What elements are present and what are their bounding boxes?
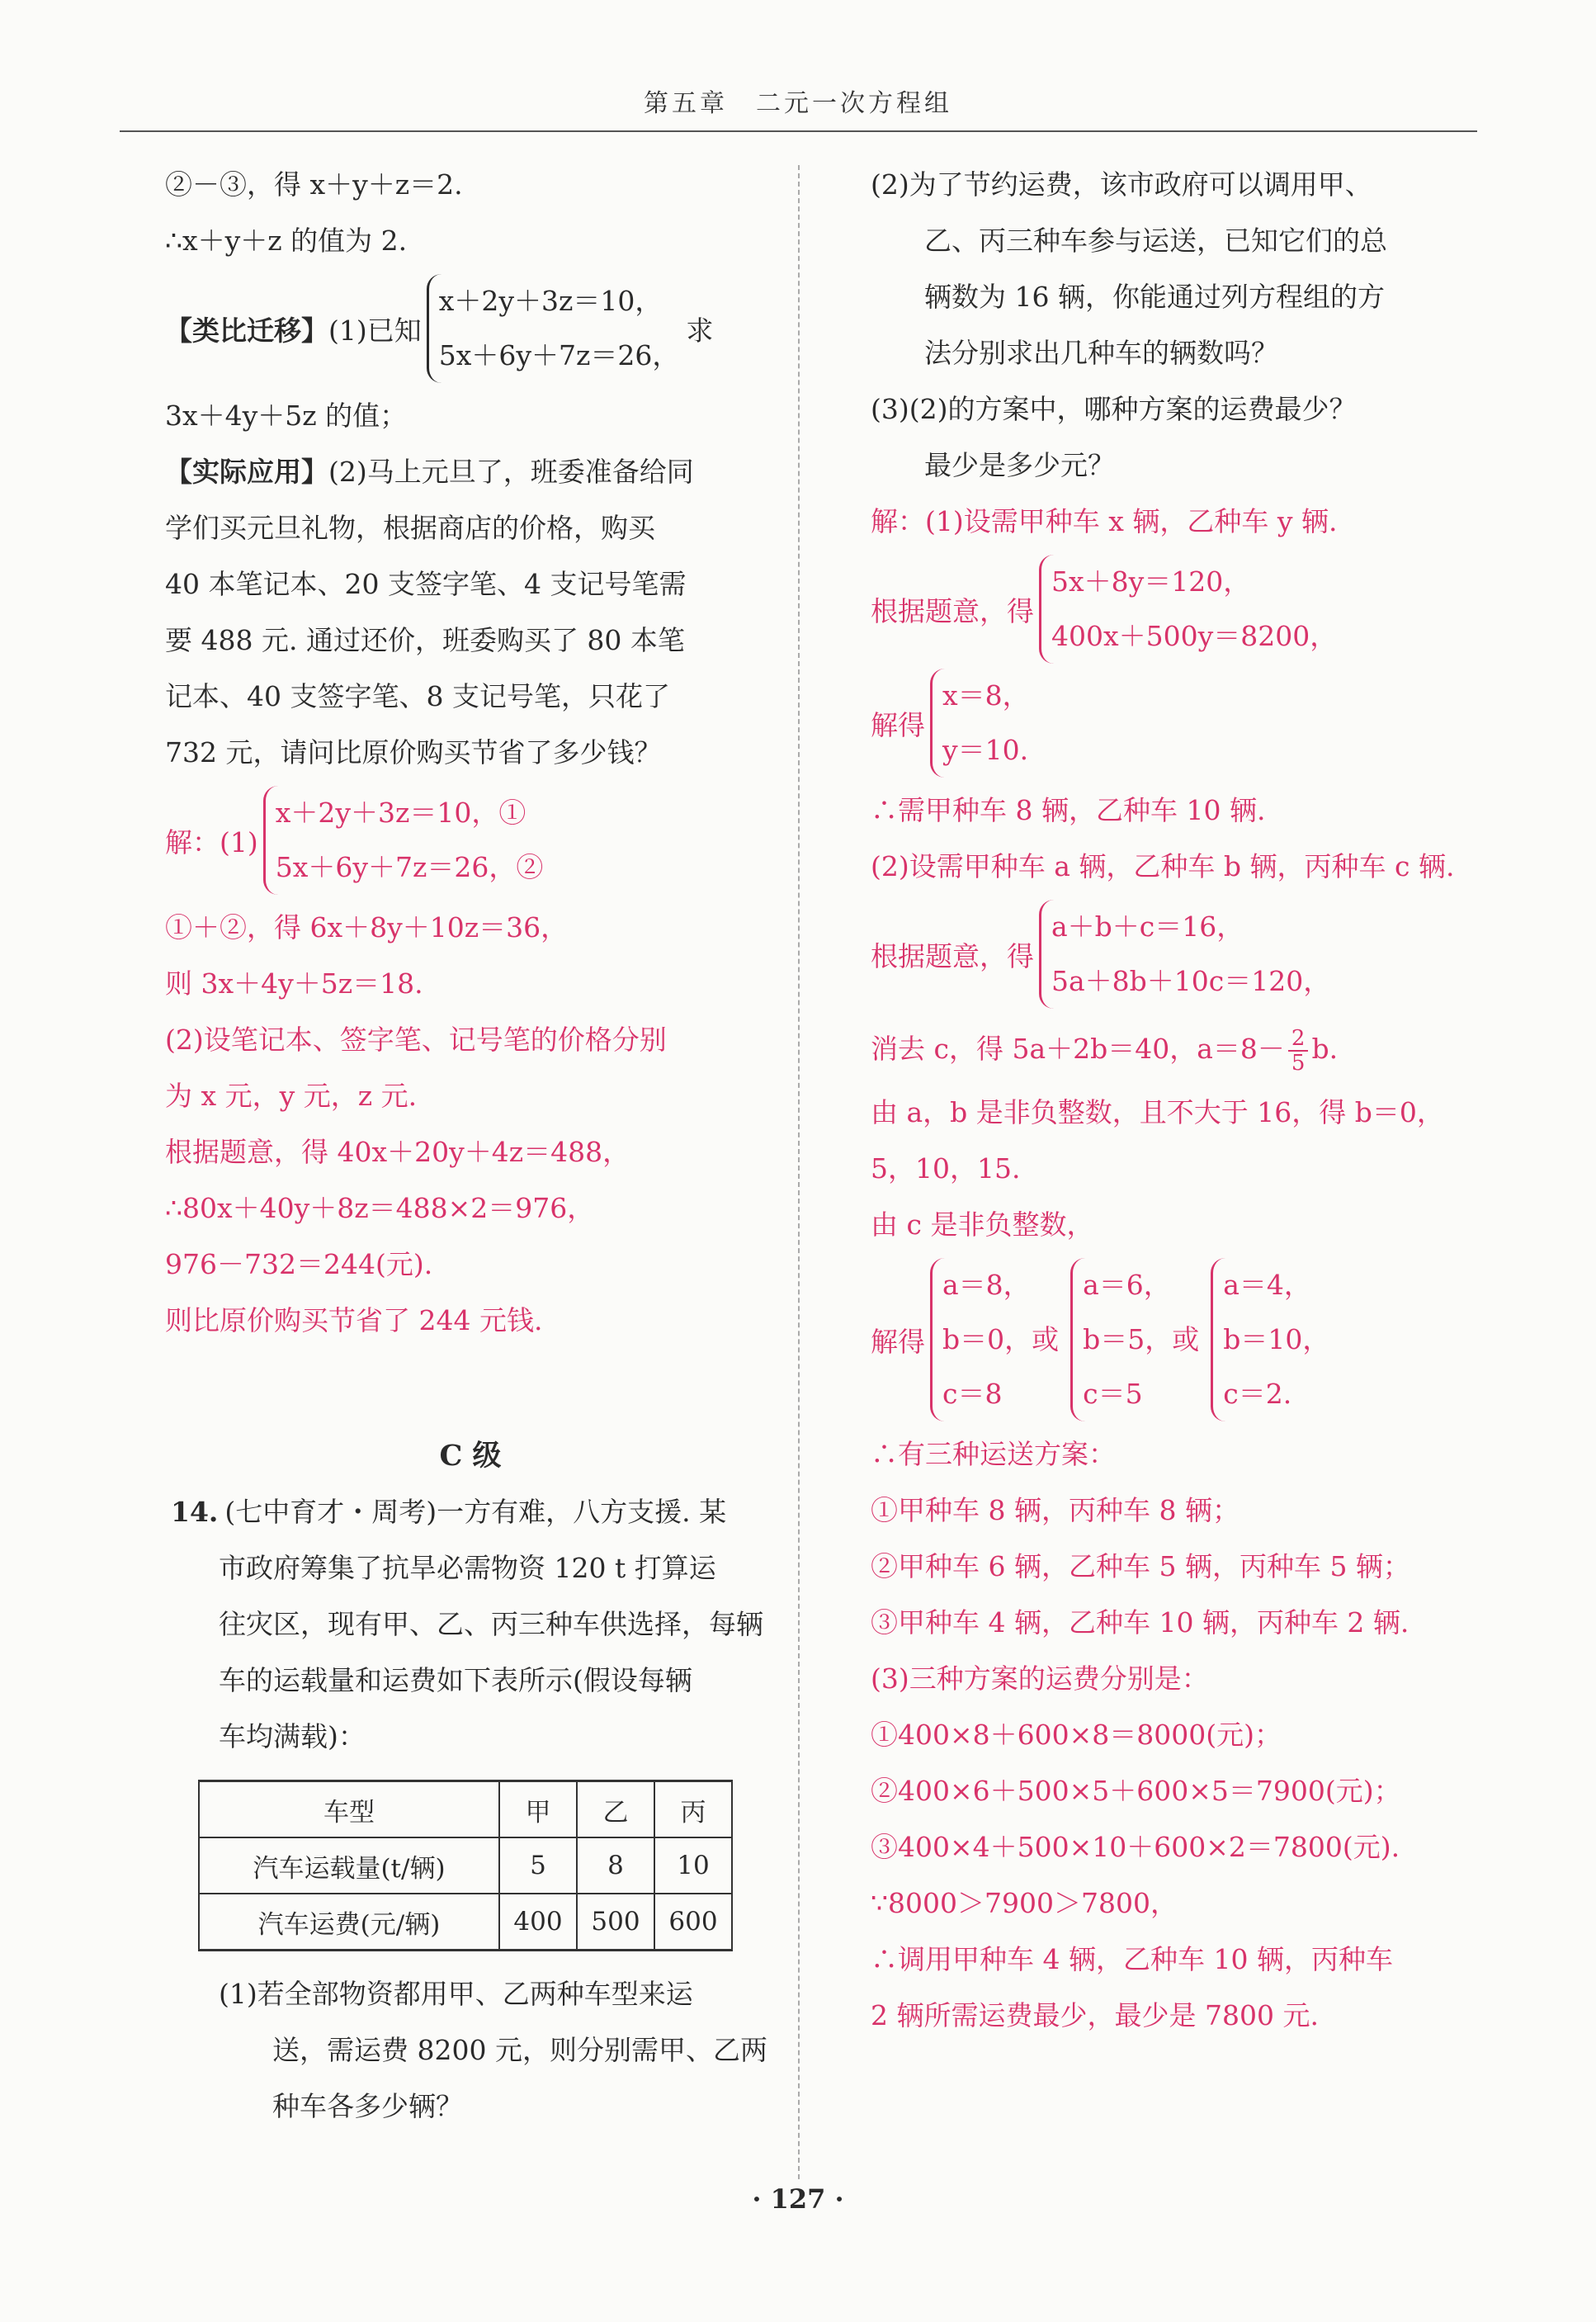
subquestion-line: 法分别求出几种车的辆数吗？: [924, 337, 1278, 369]
equation: 5x＋6y＋7z＝26，②: [275, 851, 544, 883]
equation: 5x＋8y＝120，: [1051, 565, 1251, 598]
table-cell: 600: [654, 1894, 732, 1951]
subquestion-line: (2)为了节约运费，该市政府可以调用甲、: [871, 168, 1372, 201]
system-prefix: 解得: [871, 708, 925, 741]
equation: a＋b＋c＝16，: [1051, 910, 1244, 943]
equation: y＝10.: [942, 734, 1029, 766]
solution-line: ∴需甲种车 8 辆，乙种车 10 辆.: [871, 794, 1266, 826]
question-line: [165, 1484, 776, 1540]
text-line: 3x＋4y＋5z 的值；: [165, 400, 408, 432]
analogy-suffix: 求: [686, 314, 714, 347]
table-cell: 丙: [654, 1781, 732, 1838]
solution-line: ①甲种车 8 辆，丙种车 8 辆；: [871, 1494, 1239, 1526]
level-heading: C 级: [439, 1439, 502, 1473]
solution-line: 解：(1)设需甲种车 x 辆，乙种车 y 辆.: [871, 505, 1338, 537]
solution-sets: [871, 1258, 1481, 1421]
equation: b＝0，或: [942, 1323, 1060, 1355]
equation-system: [1211, 1258, 1329, 1421]
subquestion-line: (1)若全部物资都用甲、乙两种车型来运: [219, 1978, 693, 2010]
solution-line: 5，10，15.: [871, 1152, 1021, 1185]
fraction-suffix: b.: [1311, 1033, 1339, 1065]
fraction-prefix: 消去 c，得 5a＋2b＝40，a＝8－: [871, 1033, 1285, 1065]
equation-system: [263, 786, 544, 895]
solution-line: ②甲种车 6 辆，乙种车 5 辆，丙种车 5 辆；: [871, 1550, 1410, 1582]
text-line: [165, 444, 776, 500]
solution-line: 根据题意，得 40x＋20y＋4z＝488，: [165, 1136, 630, 1168]
solution-line: ③400×4＋500×10＋600×2＝7800(元).: [871, 1831, 1400, 1863]
column-divider: [798, 165, 800, 2179]
table-cell: 甲: [499, 1781, 577, 1838]
solution-line: ∴80x＋40y＋8z＝488×2＝976，: [165, 1192, 595, 1224]
equation: 5x＋6y＋7z＝26，: [438, 339, 680, 371]
solution-system: [871, 900, 1481, 1009]
table-cell: 500: [577, 1894, 654, 1951]
solution-line: ②400×6＋500×5＋600×5＝7900(元)；: [871, 1775, 1401, 1807]
solution-line: 976－732＝244(元).: [165, 1248, 433, 1280]
solution-line: 则 3x＋4y＋5z＝18.: [165, 967, 423, 1000]
table-cell: 5: [499, 1837, 577, 1894]
table-cell: 车型: [199, 1781, 499, 1838]
solution-line: ∴调用甲种车 4 辆，乙种车 10 辆，丙种车: [871, 1943, 1393, 1975]
page-number: · 127 ·: [752, 2183, 844, 2215]
equation: b＝10，: [1223, 1323, 1330, 1355]
equation: 5a＋8b＋10c＝120，: [1051, 965, 1331, 997]
apply-tag: 【实际应用】: [165, 456, 328, 488]
question-line: 往灾区，现有甲、乙、丙三种车供选择，每辆: [219, 1608, 763, 1640]
equation: c＝2.: [1223, 1378, 1292, 1410]
solution-line: (2)设笔记本、签字笔、记号笔的价格分别: [165, 1024, 667, 1056]
equation: c＝5: [1083, 1378, 1143, 1410]
analogy-tag: 【类比迁移】: [165, 314, 328, 347]
table-cell: 乙: [577, 1781, 654, 1838]
text-line: ②－③，得 x＋y＋z＝2.: [165, 168, 463, 201]
question-text: (七中育才・周考)一方有难，八方支援. 某: [224, 1496, 727, 1528]
solution-line: 由 c 是非负整数，: [871, 1208, 1094, 1241]
subquestion-line: 最少是多少元？: [924, 449, 1115, 481]
solution-prefix: 解：(1): [165, 825, 258, 858]
table-cell: 汽车运费(元/辆): [199, 1894, 499, 1951]
subquestion-line: 种车各多少辆？: [272, 2090, 463, 2122]
table-cell: 汽车运载量(t/辆): [199, 1837, 499, 1894]
table-header-row: [199, 1781, 732, 1838]
header-rule: [120, 130, 1477, 132]
analogy-problem: [165, 274, 776, 383]
text-line: 732 元，请问比原价购买节省了多少钱？: [165, 736, 662, 768]
table-cell: 400: [499, 1894, 577, 1951]
equation-system: [930, 669, 1030, 778]
system-prefix: 根据题意，得: [871, 939, 1034, 972]
fraction: [1288, 1027, 1309, 1075]
solution-line: ∵8000＞7900＞7800，: [871, 1887, 1178, 1919]
equation-system: [1070, 1258, 1199, 1421]
solution-line: 则比原价购买节省了 244 元钱.: [165, 1304, 543, 1336]
solution-line: ①＋②，得 6x＋8y＋10z＝36，: [165, 911, 569, 943]
right-column: [871, 157, 1481, 2044]
text-line: 学们买元旦礼物，根据商店的价格，购买: [165, 512, 655, 544]
subquestion-line: 乙、丙三种车参与运送，已知它们的总: [924, 225, 1387, 257]
subquestion-line: 送，需运费 8200 元，则分别需甲、乙两: [272, 2034, 767, 2066]
apply-text: (2)马上元旦了，班委准备给同: [328, 456, 694, 488]
fraction-numerator: 2: [1288, 1027, 1309, 1052]
vehicle-table: [198, 1780, 733, 1951]
question-number: 14.: [171, 1496, 219, 1528]
system-prefix: 根据题意，得: [871, 594, 1034, 627]
table-cell: 8: [577, 1837, 654, 1894]
text-line: ∴x＋y＋z 的值为 2.: [165, 225, 408, 257]
solution-line: 2 辆所需运费最少，最少是 7800 元.: [871, 1999, 1319, 2031]
equation: x＝8，: [942, 679, 1030, 712]
solution-line: 由 a，b 是非负整数，且不大于 16，得 b＝0，: [871, 1096, 1444, 1128]
equation-system: [1039, 900, 1330, 1009]
equation-system: [930, 1258, 1059, 1421]
fraction-denominator: 5: [1291, 1051, 1306, 1076]
solution-line: [871, 1014, 1481, 1085]
solution-system: [871, 555, 1481, 664]
page-header: 第五章 二元一次方程组: [644, 89, 952, 118]
solution-line: ③甲种车 4 辆，乙种车 10 辆，丙种车 2 辆.: [871, 1606, 1409, 1639]
analogy-prefix: (1)已知: [328, 314, 422, 347]
equation: a＝6，: [1083, 1269, 1171, 1301]
question-line: 车均满载)：: [219, 1720, 366, 1752]
equation-system: [427, 274, 680, 383]
equation: x＋2y＋3z＝10，: [438, 285, 663, 317]
text-line: 40 本笔记本、20 支签字笔、4 支记号笔需: [165, 568, 687, 600]
solution-line: 为 x 元，y 元，z 元.: [165, 1080, 418, 1112]
subquestion-line: (3)(2)的方案中，哪种方案的运费最少？: [871, 393, 1357, 425]
question-line: 车的运载量和运费如下表所示(假设每辆: [219, 1664, 692, 1696]
equation: a＝8，: [942, 1269, 1031, 1301]
solution-line: ①400×8＋600×8＝8000(元)；: [871, 1719, 1282, 1751]
equation: a＝4，: [1223, 1269, 1311, 1301]
text-line: 记本、40 支签字笔、8 支记号笔，只花了: [165, 680, 670, 712]
equation: 400x＋500y＝8200，: [1051, 620, 1338, 652]
table-cell: 10: [654, 1837, 732, 1894]
solution-line: ∴有三种运送方案：: [871, 1438, 1116, 1470]
subquestion-line: 辆数为 16 辆，你能通过列方程组的方: [924, 281, 1385, 313]
equation-system: [1039, 555, 1337, 664]
system-prefix: 解得: [871, 1325, 925, 1358]
solution-system: [165, 786, 776, 895]
text-line: 要 488 元. 通过还价，班委购买了 80 本笔: [165, 624, 685, 656]
equation: b＝5，或: [1083, 1323, 1200, 1355]
solution-system: [871, 669, 1481, 778]
left-column: [165, 157, 776, 2135]
question-line: 市政府筹集了抗旱必需物资 120 t 打算运: [219, 1552, 716, 1584]
solution-line: (2)设需甲种车 a 辆，乙种车 b 辆，丙种车 c 辆.: [871, 850, 1455, 882]
equation: x＋2y＋3z＝10，①: [275, 797, 526, 829]
solution-line: (3)三种方案的运费分别是：: [871, 1662, 1209, 1695]
equation: c＝8: [942, 1378, 1003, 1410]
table-row: [199, 1837, 732, 1894]
table-row: [199, 1894, 732, 1951]
